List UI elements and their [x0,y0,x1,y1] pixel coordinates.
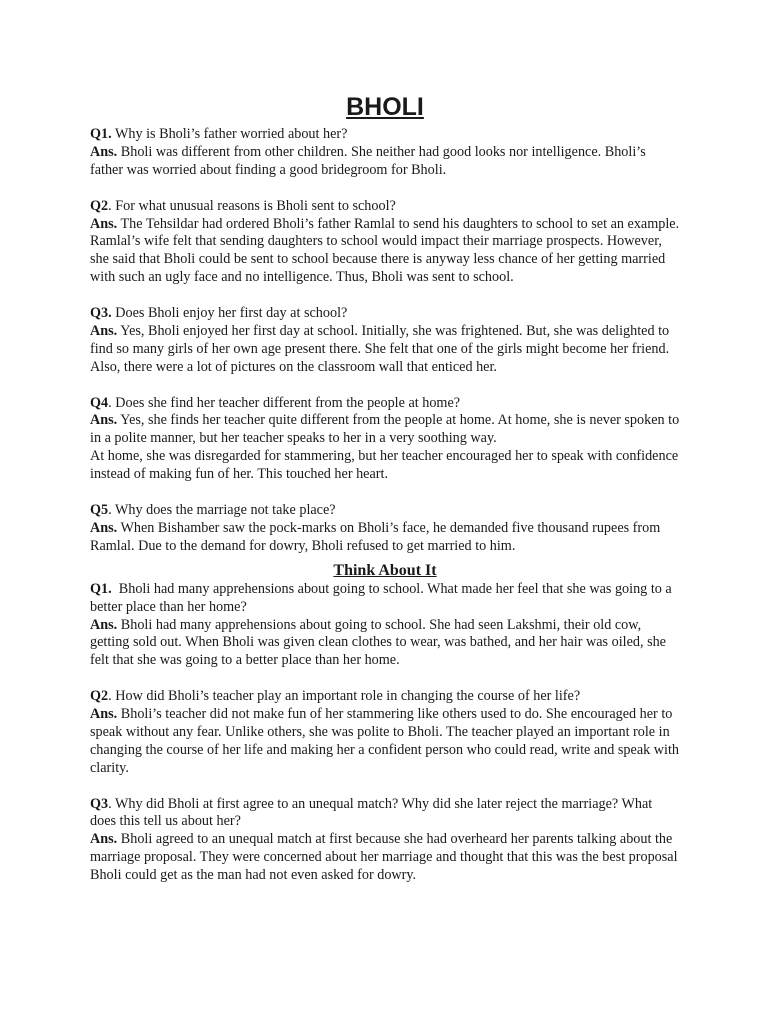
answer [90,216,680,288]
answer [90,831,680,885]
qa-block-q2 [90,198,680,288]
answer [90,412,680,448]
qa-block-think-q3 [90,796,680,886]
answer-label: Ans. [90,143,118,160]
question-label: Q3 [90,795,109,812]
question [90,796,680,832]
question-label: Q1. [90,126,112,142]
question-text: . Does she find her teacher different from the people at home? [108,394,461,411]
question [90,198,680,216]
question-text: . How did Bholi’s teacher play an important role in changing the course of her life? [108,688,581,705]
qa-block-q1 [90,126,680,180]
question-label: Q5 [90,501,109,518]
answer [90,617,680,671]
answer-label: Ans. [90,412,118,429]
question [90,395,680,413]
answer-label: Ans. [90,616,118,633]
answer-text: Bholi’s teacher did not make fun of her stammering like others used to do. She encouraged her to speak without any fear. Unlike others, she was polite to Bholi. The teacher played an important role in changing the course of her life and making her a confident person who could read, write and speak with clarity. [90,706,679,776]
answer [90,706,680,778]
answer [90,323,680,377]
answer-text: The Tehsildar had ordered Bholi’s father Ramlal to send his daughters to school to set an example. Ramlal’s wife felt that sending daughters to school would impact their marriage prospects. However, she said that Bholi could be sent to school because there is anyway less chance of her getting married with such an ugly face and no intelligence. Thus, Bholi was sent to school. [90,215,680,286]
qa-block-q3 [90,305,680,377]
question [90,581,680,617]
question-label: Q1. [90,580,112,597]
document-page [90,92,680,885]
qa-block-think-q1 [90,581,680,671]
answer-continuation: At home, she was disregarded for stammering, but her teacher encouraged her to speak with confidence instead of making fun of her. This touched her heart. [90,448,679,483]
answer-text: Yes, she finds her teacher quite different from the people at home. At home, she is never spoken to in a polite manner, but her teacher speaks to her in a very soothing way. [90,412,680,447]
answer-label: Ans. [90,215,118,232]
question [90,126,680,144]
question-text: . For what unusual reasons is Bholi sent to school? [108,197,396,214]
answer-text: Bholi was different from other children. She neither had good looks nor intelligence. Bholi’s father was worried about finding a good bridegroom for Bholi. [90,143,646,178]
answer-text: Bholi had many apprehensions about going to school. She had seen Lakshmi, their old cow, getting sold out. When Bholi was given clean clothes to wear, was bathed, and her hair was oiled, she felt that she was going to a better place than her home. [90,616,666,669]
question-label: Q3. [90,305,112,322]
answer-text: Bholi agreed to an unequal match at first because she had overheard her parents talking about the marriage proposal. They were concerned about her marriage and thought that this was the best proposal Bholi could get as the man had not even asked for dowry. [90,831,678,884]
answer-label: Ans. [90,831,118,848]
answer-label: Ans. [90,519,118,536]
answer-label: Ans. [90,706,118,723]
question-label: Q4 [90,394,109,411]
answer [90,520,680,556]
qa-block-q5 [90,502,680,556]
question-text: . Why does the marriage not take place? [108,501,336,518]
qa-block-q4 [90,395,680,485]
question-text: Bholi had many apprehensions about going to school. What made her feel that she was going to a better place than her home? [90,580,676,615]
answer-label: Ans. [90,322,118,339]
question-text: Does Bholi enjoy her first day at school? [111,305,348,322]
question [90,688,680,706]
question-text: . Why did Bholi at first agree to an unequal match? Why did she later reject the marriage? What does this tell us about her? [90,795,653,830]
answer [90,144,680,180]
answer-text: Yes, Bholi enjoyed her first day at school. Initially, she was frightened. But, she was delighted to find so many girls of her own age present there. She felt that one of the girls might become her friend. Also, there were a lot of pictures on the classroom wall that enticed her. [90,322,670,375]
question [90,305,680,323]
qa-block-think-q2 [90,688,680,778]
page-title: BHOLI [346,93,424,121]
question [90,502,680,520]
section-heading: Think About It [333,561,437,579]
question-label: Q2 [90,688,109,705]
question-label: Q2 [90,197,109,214]
question-text: Why is Bholi’s father worried about her? [111,126,348,142]
answer-text: When Bishamber saw the pock-marks on Bholi’s face, he demanded five thousand rupees from Ramlal. Due to the demand for dowry, Bholi refused to get married to him. [90,519,661,554]
